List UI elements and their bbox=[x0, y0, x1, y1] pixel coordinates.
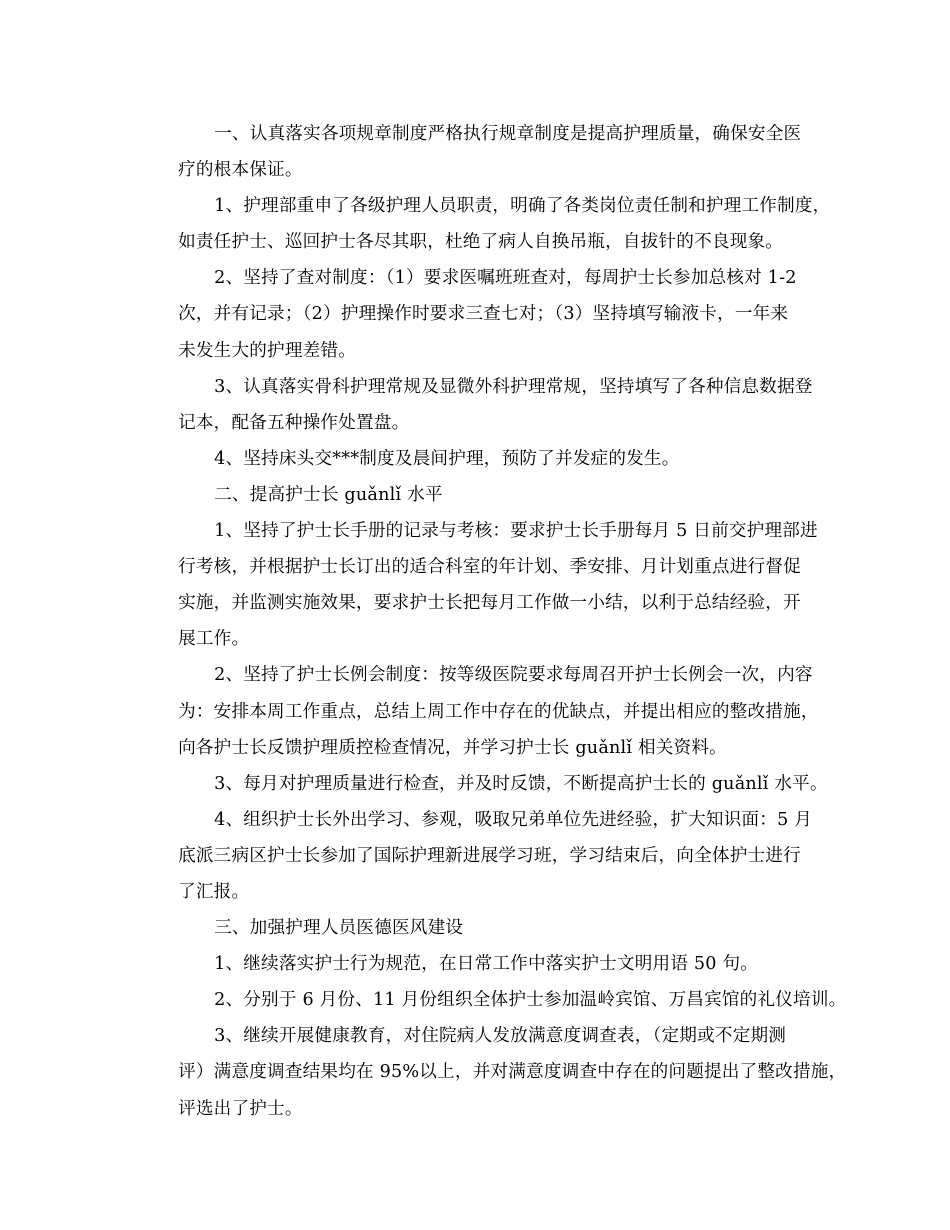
paragraph-1-4 bbox=[142, 441, 822, 477]
text-line: 3、认真落实骨科护理常规及显微外科护理常规，坚持填写了各种信息数据登 bbox=[214, 376, 813, 397]
text-line: 评）满意度调查结果均在 95%以上，并对满意度调查中存在的问题提出了整改措施， bbox=[178, 1062, 847, 1083]
text-line: 2、坚持了查对制度：（1）要求医嘱班班查对，每周护士长参加总核对 1-2 bbox=[214, 268, 797, 289]
paragraph-3-3 bbox=[142, 1018, 847, 1126]
text-line: 4、坚持床头交***制度及晨间护理，预防了并发症的发生。 bbox=[214, 448, 680, 469]
text-line: 4、组织护士长外出学习、参观，吸取兄弟单位先进经验，扩大知识面：5 月 bbox=[214, 809, 813, 830]
paragraph-2-3 bbox=[142, 766, 828, 802]
text-line: 次，并有记录；（2）护理操作时要求三查七对；（3）坚持填写输液卡，一年来 bbox=[178, 304, 789, 325]
text-line: 一、认真落实各项规章制度严格执行规章制度是提高护理质量，确保安全医 bbox=[214, 124, 802, 144]
text-line: 实施，并监测实施效果，要求护士长把每月工作做一小结，以利于总结经验，开 bbox=[178, 593, 801, 614]
section-heading-3 bbox=[142, 910, 822, 946]
paragraph-2-1 bbox=[142, 513, 822, 657]
text-line: 记本，配备五种操作处置盘。 bbox=[178, 412, 410, 433]
text-line: 2、分别于 6 月份、11 月份组织全体护士参加温岭宾馆、万昌宾馆的礼仪培训。 bbox=[214, 990, 847, 1011]
paragraph-2-2 bbox=[142, 657, 822, 765]
paragraph-1-1 bbox=[142, 188, 831, 260]
paragraph-3-2 bbox=[142, 982, 847, 1018]
paragraph-1-3 bbox=[142, 369, 822, 441]
text-line: 三、加强护理人员医德医风建设 bbox=[214, 918, 464, 939]
text-line: 3、每月对护理质量进行检查，并及时反馈，不断提高护士长的 guǎnlǐ 水平。 bbox=[214, 773, 828, 794]
text-line: 1、护理部重申了各级护理人员职责，明确了各类岗位责任制和护理工作制度， bbox=[214, 196, 831, 217]
text-line: 行考核，并根据护士长订出的适合科室的年计划、季安排、月计划重点进行督促 bbox=[178, 557, 801, 578]
document-body bbox=[142, 116, 847, 1127]
text-line: 向各护士长反馈护理质控检查情况，并学习护士长 guǎnlǐ 相关资料。 bbox=[178, 737, 727, 758]
paragraph-1-2 bbox=[142, 260, 822, 368]
text-line: 评选出了护士。 bbox=[178, 1098, 303, 1119]
text-line: 底派三病区护士长参加了国际护理新进展学习班，学习结束后，向全体护士进行 bbox=[178, 845, 801, 866]
text-line: 展工作。 bbox=[178, 629, 250, 650]
paragraph-3-1 bbox=[142, 946, 822, 982]
text-line: 1、坚持了护士长手册的记录与考核：要求护士长手册每月 5 日前交护理部进 bbox=[214, 521, 818, 542]
section-heading-2 bbox=[142, 477, 822, 513]
text-line: 2、坚持了护士长例会制度：按等级医院要求每周召开护士长例会一次，内容 bbox=[214, 665, 813, 686]
text-line: 1、继续落实护士行为规范，在日常工作中落实护士文明用语 50 句。 bbox=[214, 954, 759, 975]
text-line: 疗的根本保证。 bbox=[178, 160, 303, 181]
text-line: 了汇报。 bbox=[178, 881, 250, 902]
text-line: 二、提高护士长 guǎnlǐ 水平 bbox=[214, 484, 443, 505]
text-line: 3、继续开展健康教育，对住院病人发放满意度调查表，（定期或不定期测 bbox=[214, 1026, 787, 1047]
text-line: 如责任护士、巡回护士各尽其职，杜绝了病人自换吊瓶，自拔针的不良现象。 bbox=[178, 232, 784, 253]
paragraph-2-4 bbox=[142, 802, 822, 910]
section-heading-1 bbox=[142, 116, 822, 188]
text-line: 为：安排本周工作重点，总结上周工作中存在的优缺点，并提出相应的整改措施， bbox=[178, 701, 819, 722]
text-line: 未发生大的护理差错。 bbox=[178, 340, 357, 361]
